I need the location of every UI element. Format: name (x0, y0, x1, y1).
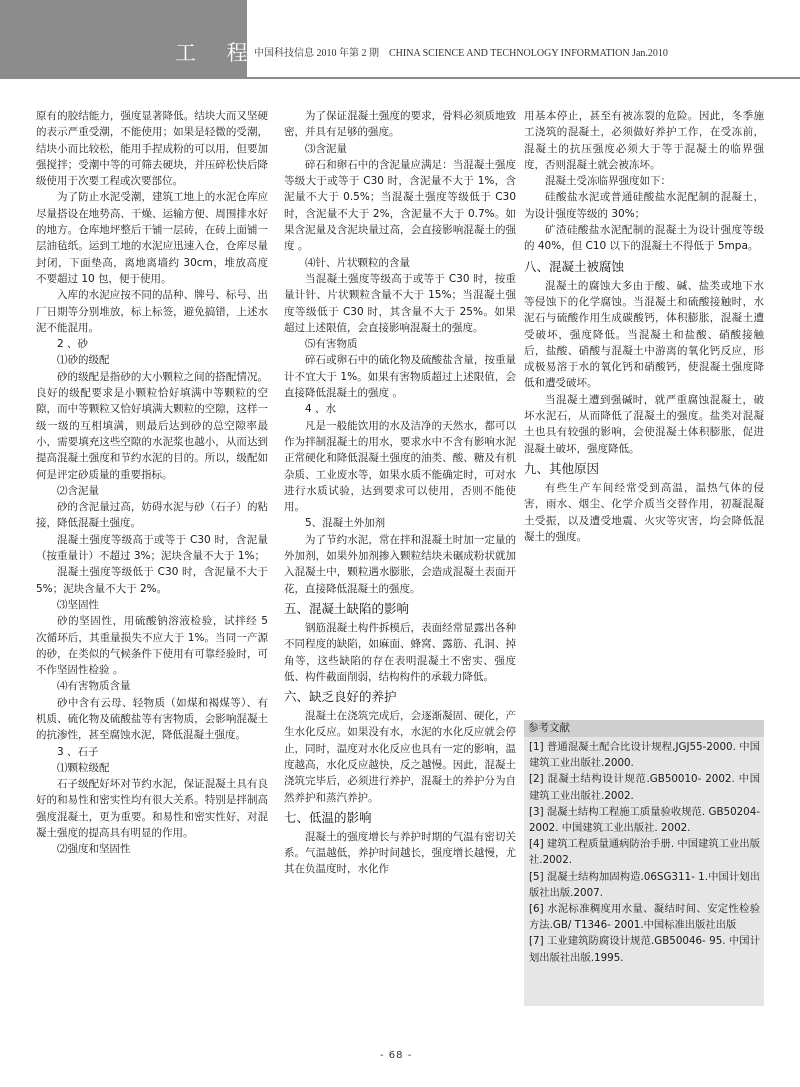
paragraph: 混凝土强度等级低于 C30 时，含泥量不大于 5%；泥块含量不大于 2%。 (36, 566, 268, 595)
references-list (524, 737, 764, 966)
references-box (524, 720, 764, 1006)
paragraph: 碎石或卵石中的硫化物及硫酸盐含量，按重量计不宜大于 1%。如果有害物质超过上述限值，会直接降低混凝土的强度 。 (284, 354, 516, 400)
subheading: ⑶含泥量 (305, 142, 347, 155)
paragraph: 矿渣硅酸盐水泥配制的混凝土为设计强度等级的 40%，但 C10 以下的混凝土不得低于 5mpa。 (524, 224, 764, 253)
column-3 (524, 108, 764, 545)
paragraph: 入库的水泥应按不同的品种、牌号、标号、出厂日期等分别堆放，标上标签，避免搞错，上述水泥不能混用。 (36, 289, 268, 334)
paragraph: 为了保证混凝土强度的要求，骨料必须质地致密，并具有足够的强度。 (284, 110, 516, 139)
reference-item: [1] 普通混凝土配合比设计规程,JGJ55-2000. 中国建筑工业出版社.2000. (529, 741, 760, 770)
subheading: ⑷有害物质含量 (57, 680, 131, 693)
reference-item: [4] 建筑工程质量通病防治手册. 中国建筑工业出版社.2002. (529, 838, 760, 867)
paragraph: 钢筋混凝土构件拆模后，表面经常显露出各种不同程度的缺陷，如麻面、蜂窝、露筋、孔洞、掉角等，这些缺陷的存在表明混凝土不密实、强度低、构件截面削弱，结构构件的承载力降低。 (284, 621, 516, 683)
paragraph: 混凝土在浇筑完成后，会逐渐凝固、硬化，产生水化反应。如果没有水，水泥的水化反应就会停止，同时，温度对水化反应也具有一定的影响，温度越高，水化反应越快，反之越慢。因此，混凝土浇筑完毕后，必须进行养护，混凝土的养护分为自然养护和蒸汽养护。 (284, 710, 516, 804)
reference-item: [5] 混凝土结构加固构造.06SG311- 1.中国计划出版社出版.2007. (529, 870, 760, 899)
subheading: ⑸有害物质 (305, 338, 358, 351)
column-2 (284, 108, 516, 878)
paragraph: 石子级配好坏对节约水泥，保证混凝土具有良好的和易性和密实性均有很大关系。特别是拌制高强度混凝土，更为重要。和易性和密实性好，对混凝土强度的提高具有明显的作用。 (36, 778, 268, 840)
subheading: ⑷针、片状颗粒的含量 (305, 256, 410, 269)
paragraph: 砂的坚固性，用硫酸钠溶液检验，试拌经 5 次循环后，其重量损失不应大于 1%。当同一产源的砂，在类似的气候条件下使用有可靠经验时，可不作坚固性检验 。 (36, 615, 268, 677)
paragraph: 当混凝土强度等级高于或等于 C30 时，按重量计针、片状颗粒含量不大于 15%；当混凝土强度等级低于 C30 时，其含量不大于 25%。如果超过上述限值，会直接影响混凝土的强度。 (284, 272, 516, 334)
subheading: ⑵强度和坚固性 (57, 843, 131, 856)
paragraph: 当混凝土遭到强碱时，就严重腐蚀混凝土，破坏水泥石，从而降低了混凝土的强度。盐类对混凝土也具有较强的影响，会使混凝土体积膨胀，促进混凝土破坏，强度降低。 (524, 393, 764, 455)
paragraph: 原有的胶结能力，强度显著降低。结块大而又坚硬的表示严重受潮，不能使用；如果是轻微的受潮，结块小而比较松，能用手捏成粉的可以用，但要加强搅拌；受潮中等的可筛去硬块，并压碎松快后降级使用于次要工程或次要部位。 (36, 110, 268, 188)
reference-item: [7] 工业建筑防腐设计规范.GB50046- 95. 中国计划出版社出版.1995. (529, 935, 760, 964)
header-rule (0, 77, 800, 79)
reference-item: [3] 混凝土结构工程施工质量验收规范. GB50204- 2002. 中国建筑工业出版社. 2002. (529, 805, 760, 835)
subheading: 5、混凝土外加剂 (305, 517, 386, 530)
section-heading: 九、其他原因 (524, 460, 600, 476)
paragraph: 有些生产车间经常受到高温，温热气体的侵害，雨水、烟尘、化学介质当交替作用，初凝混凝土受振，以及遭受地震、火灾等灾害，均会降低混凝土的强度。 (524, 481, 764, 543)
page-number: - 68 - (380, 1050, 413, 1061)
section-title: 工 程 (175, 41, 260, 65)
paragraph: 砂的含泥量过高，妨碍水泥与砂（石子）的粘接，降低混凝土强度。 (36, 501, 268, 530)
paragraph: 砂的级配是指砂的大小颗粒之间的搭配情况。良好的级配要求是小颗粒恰好填满中等颗粒的空隙，而中等颗粒又恰好填满大颗粒的空隙，这样一级一级的互相填满，则最后达到砂的总空隙率最小，需要填充这些空隙的水泥浆也越小，从而达到提高混凝土强度和节约水泥的目的。所以，级配如何是评定砂质量的重要指标。 (36, 370, 268, 481)
paragraph: 用基本停止，甚至有被冻裂的危险。因此，冬季施工浇筑的混凝土，必须做好养护工作，在受冻前，混凝土的抗压强度必须大于等于混凝土的临界强度，否则混凝土就会被冻坏。 (524, 110, 764, 171)
paragraph: 混凝土强度等级高于或等于 C30 时，含泥量（按重量计）不超过 3%；泥块含量不大于 1%； (36, 533, 268, 563)
paragraph: 为了节约水泥，常在拌和混凝土时加一定量的外加剂，如果外加剂掺入颗粒结块未碾成粉状就加入混凝土中，颗粒遇水膨胀，会造成混凝土表面开花，直接降低混凝土的强度。 (284, 533, 516, 595)
subheading: ⑵含泥量 (57, 484, 99, 497)
section-heading: 五、混凝土缺陷的影响 (284, 600, 410, 616)
subheading: 4 、水 (305, 403, 337, 416)
paragraph: 为了防止水泥受潮，建筑工地上的水泥仓库应尽量搭设在地势高、干燥、运输方便、周围排水好的地方。仓库地坪整后干铺一层砖，在砖上面铺一层油毡纸。运到工地的水泥应迅速入仓，仓库尽量封闭，下面垫高，离地离墙约 30cm，堆放高度不要超过 10 包，便于使用。 (36, 191, 268, 285)
section-heading: 七、低温的影响 (284, 809, 372, 825)
paragraph: 混凝土的强度增长与养护时期的气温有密切关系。气温越低，养护时间越长，强度增长越慢，尤其在负温度时，水化作 (284, 830, 516, 876)
section-heading: 八、混凝土被腐蚀 (524, 258, 625, 274)
subheading: ⑴砂的级配 (57, 354, 110, 367)
paragraph: 碎石和卵石中的含泥量应满足：当混凝土强度等级大于或等于 C30 时，含泥量不大于 1%，含泥量不大于 0.5%；当混凝土强度等级低于 C30 时，含泥量不大于 2%，含泥量不大于 0.7%。如果含泥量及含泥块量过高，会直接影响混凝土的强度 。 (284, 158, 516, 253)
paragraph: 硅酸盐水泥或普通硅酸盐水泥配制的混凝土，为设计强度等级的 30%； (524, 191, 764, 220)
subheading: 3 、石子 (57, 745, 99, 758)
reference-item: [6] 水泥标准稠度用水量、凝结时间、安定性检验方法.GB/ T1346- 2001.中国标准出版社出版 (529, 903, 760, 932)
column-1 (36, 108, 268, 858)
journal-info: 中国科技信息 2010 年第 2 期 CHINA SCIENCE AND TECHNOLOGY INFORMATION Jan.2010 (254, 48, 668, 59)
subheading: 2 、砂 (57, 338, 89, 351)
reference-item: [2] 混凝土结构设计规范.GB50010- 2002. 中国建筑工业出版社.2002. (529, 773, 760, 802)
subheading: ⑴颗粒级配 (57, 761, 110, 774)
paragraph: 凡是一般能饮用的水及洁净的天然水，都可以作为拌制混凝土的用水，要求水中不含有影响水泥正常硬化和降低混凝土强度的油类、酸、糖及有机杂质、工业废水等，如果水质不能确定时，可对水进行水质试验，达到要求可以使用，否则不能使用。 (284, 419, 516, 514)
subheading: ⑶坚固性 (57, 598, 99, 611)
paragraph: 混凝土的腐蚀大多由于酸、碱、盐类或地下水等侵蚀下的化学腐蚀。当混凝土和硫酸接触时，水泥石与硫酸作用生成碳酸钙，体积膨胀，混凝土遭受破坏，强度降低。当混凝土和盐酸、硝酸接触后，盐酸、硝酸与混凝土中游离的氧化钙反应，形成极易溶于水的氧化钙和硝酸钙，使混凝土强度降低和遭受破坏。 (524, 279, 764, 390)
references-title: 参考文献 (524, 720, 764, 737)
paragraph: 砂中含有云母、轻物质（如煤和褐煤等）、有机质、硫化物及硫酸盐等有害物质，会影响混凝土的抗渗性，甚至腐蚀水泥，降低混凝土强度。 (36, 696, 268, 742)
paragraph: 混凝土受冻临界强度如下： (545, 175, 671, 188)
section-heading: 六、缺乏良好的养护 (284, 689, 397, 705)
